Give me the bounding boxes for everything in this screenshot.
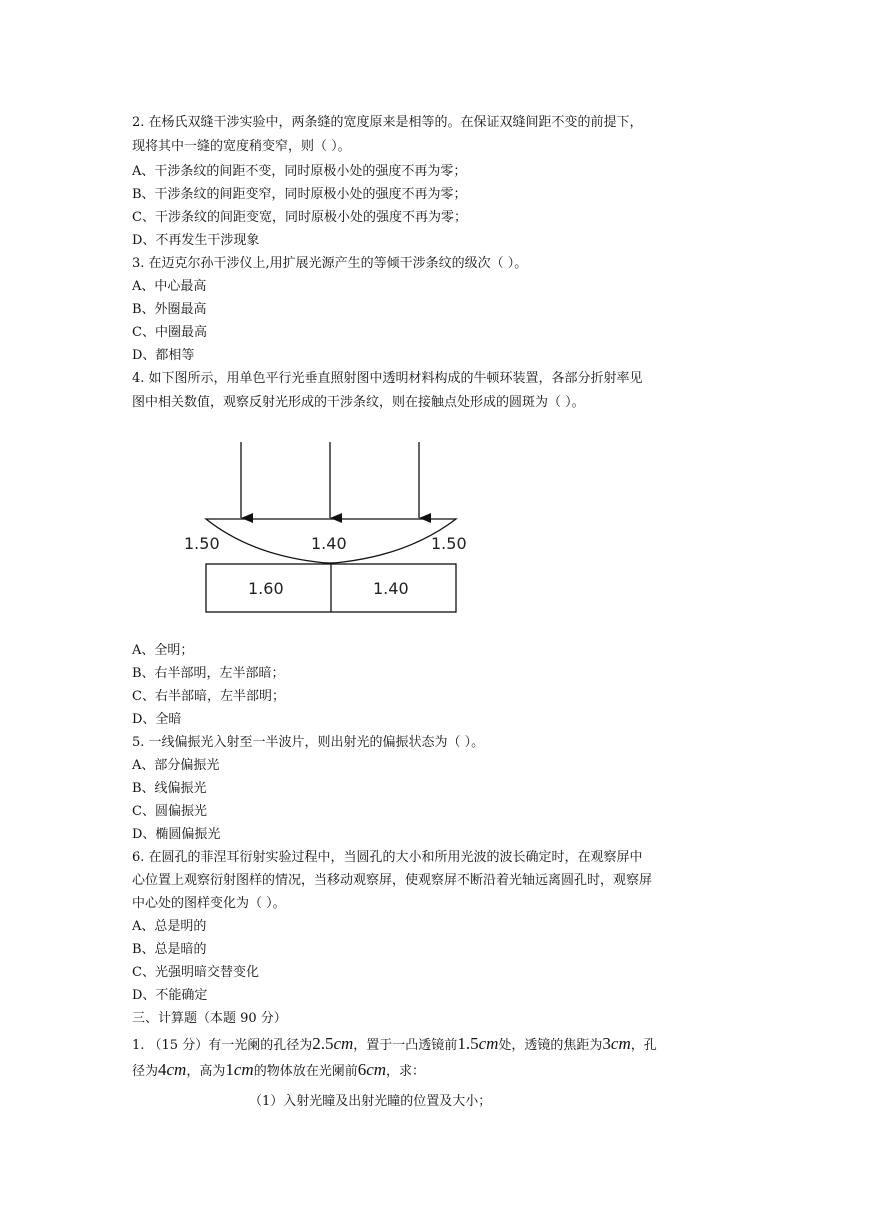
label-box-right-index: 1.40: [373, 579, 409, 598]
q2-option-b: B、干涉条纹的间距变窄，同时原极小处的强度不再为零；: [132, 187, 467, 202]
calc1-text-g: 的物体放在光阑前: [253, 1064, 358, 1079]
object-height-value: 1cm: [225, 1060, 254, 1079]
aperture-distance-value: 1.5cm: [457, 1034, 499, 1053]
q2-option-a: A、干涉条纹的间距不变，同时原极小处的强度不再为零；: [132, 164, 467, 179]
lens-aperture-value: 4cm: [158, 1060, 187, 1079]
q3-option-d: D、都相等: [132, 348, 195, 363]
newton-ring-figure: [180, 436, 480, 616]
q6-option-b: B、总是暗的: [132, 942, 207, 957]
q4-option-d: D、全暗: [132, 712, 182, 727]
calc1-text-c: 处，透镜的焦距为: [498, 1038, 603, 1053]
label-left-index: 1.50: [184, 534, 220, 553]
calc1-line1: [132, 1034, 657, 1056]
calc1-line2: [132, 1060, 425, 1082]
aperture-diameter-value: 2.5cm: [312, 1034, 354, 1053]
calc1-text-f: ，高为: [186, 1064, 226, 1079]
q4-stem-line1: 4. 如下图所示，用单色平行光垂直照射图中透明材料构成的牛顿环装置，各部分折射率见: [132, 371, 643, 386]
q3-option-a: A、中心最高: [132, 279, 207, 294]
q5-option-a: A、部分偏振光: [132, 758, 220, 773]
q4-stem-line2: 图中相关数值，观察反射光形成的干涉条纹，则在接触点处形成的圆斑为（ ）。: [132, 395, 585, 410]
calc1-subquestion-1: （1）入射光瞳及出射光瞳的位置及大小；: [249, 1094, 492, 1109]
q3-stem: 3. 在迈克尔孙干涉仪上,用扩展光源产生的等倾干涉条纹的级次（ ）。: [132, 256, 528, 271]
q3-option-b: B、外圈最高: [132, 302, 207, 317]
calc1-text-a: 1. （15 分）有一光阑的孔径为: [132, 1038, 313, 1053]
object-distance-value: 6cm: [357, 1060, 387, 1079]
q6-option-c: C、光强明暗交替变化: [132, 965, 259, 980]
q3-option-c: C、中圈最高: [132, 325, 207, 340]
q6-stem-line1: 6. 在圆孔的菲涅耳衍射实验过程中，当圆孔的大小和所用光波的波长确定时，在观察屏中: [132, 850, 643, 865]
calc1-text-h: ，求：: [386, 1064, 426, 1079]
calc1-text-e: 径为: [132, 1064, 159, 1079]
q2-option-c: C、干涉条纹的间距变宽，同时原极小处的强度不再为零；: [132, 210, 467, 225]
q6-stem-line3: 中心处的图样变化为（ ）。: [132, 896, 286, 911]
q6-option-d: D、不能确定: [132, 988, 208, 1003]
q2-stem-line1: 2. 在杨氏双缝干涉实验中，两条缝的宽度原来是相等的。在保证双缝间距不变的前提下，: [132, 115, 643, 130]
label-box-left-index: 1.60: [248, 579, 284, 598]
q5-option-d: D、椭圆偏振光: [132, 827, 221, 842]
label-right-index: 1.50: [431, 534, 467, 553]
q4-option-a: A、全明；: [132, 643, 194, 658]
q6-stem-line2: 心位置上观察衍射图样的情况，当移动观察屏，使观察屏不断沿着光轴远离圆孔时，观察屏: [132, 873, 653, 888]
q5-option-b: B、线偏振光: [132, 781, 207, 796]
q5-option-c: C、圆偏振光: [132, 804, 207, 819]
focal-length-value: 3cm: [602, 1034, 631, 1053]
calc1-text-b: ，置于一凸透镜前: [353, 1038, 458, 1053]
label-center-index: 1.40: [311, 534, 347, 553]
q6-option-a: A、总是明的: [132, 919, 207, 934]
q4-option-c: C、右半部暗，左半部明；: [132, 689, 285, 704]
calc1-text-d: ，孔: [630, 1038, 657, 1053]
q2-option-d: D、不再发生干涉现象: [132, 233, 260, 248]
q5-stem: 5. 一线偏振光入射至一半波片，则出射光的偏振状态为（ ）。: [132, 735, 485, 750]
q2-stem-line2: 现将其中一缝的宽度稍变窄，则（ ）。: [132, 139, 351, 154]
section3-heading: 三、计算题（本题 90 分）: [132, 1011, 287, 1026]
q4-option-b: B、右半部明，左半部暗；: [132, 666, 285, 681]
